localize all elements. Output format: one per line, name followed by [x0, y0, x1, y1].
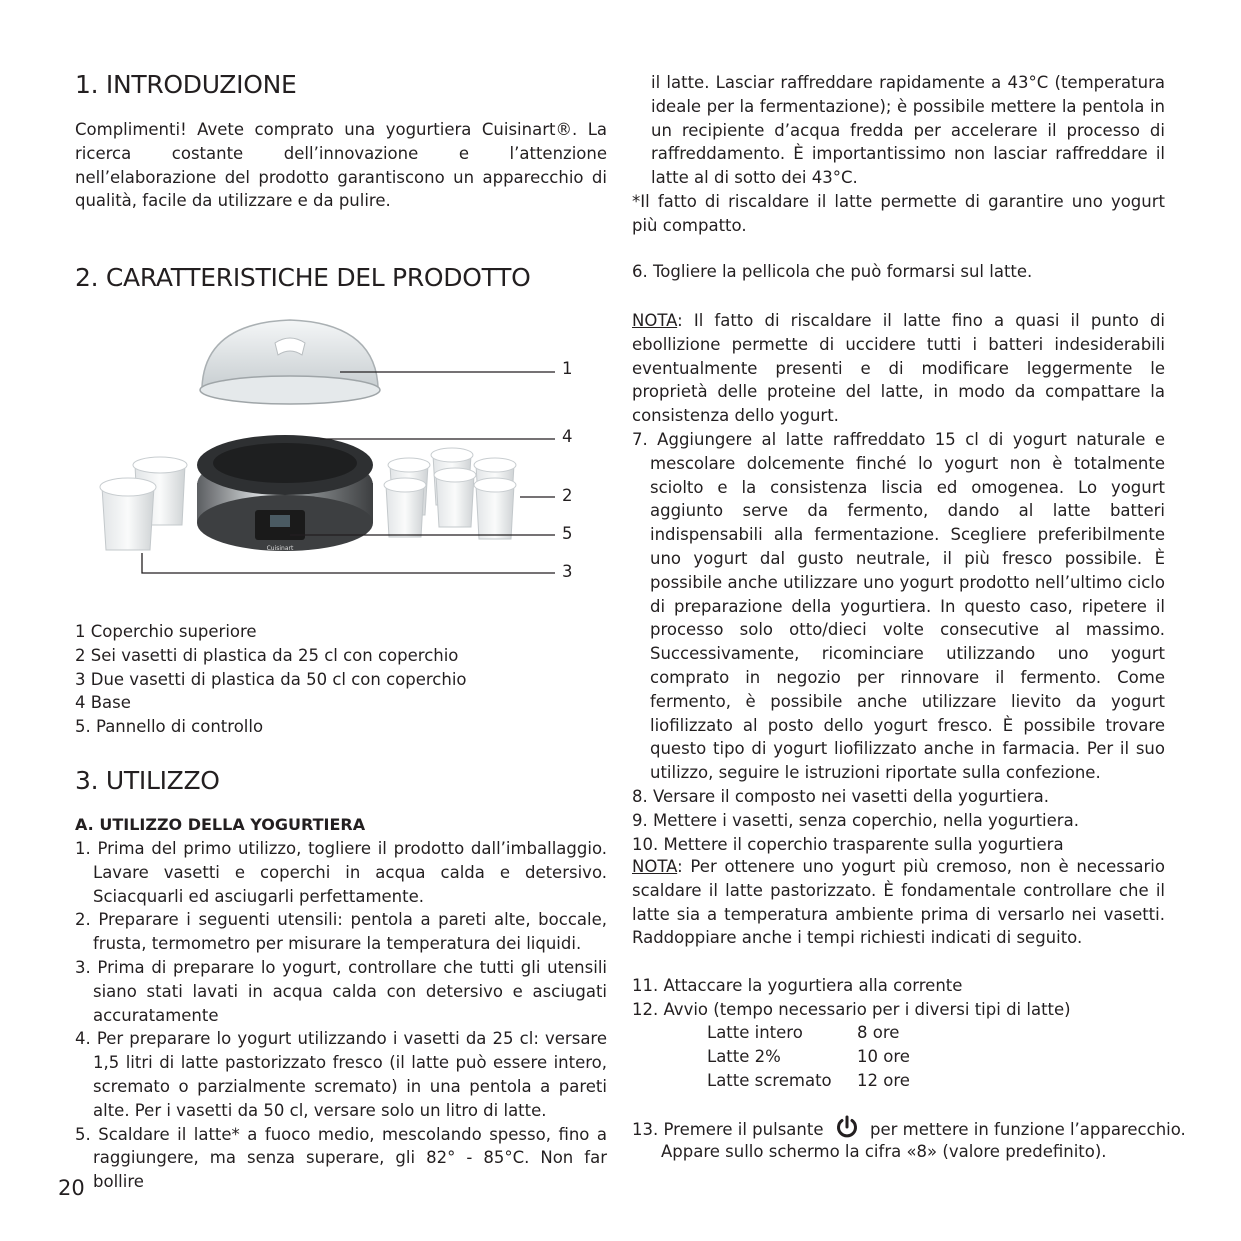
steps-list-right: [632, 428, 1165, 856]
usage-heading: 3. UTILIZZO: [75, 766, 220, 795]
intro-text: Complimenti! Avete comprato una yogurtiera Cuisinart®. La ricerca costante dell’innovazione e l’attenzione nell’elaborazione del prodotto garantiscono un apparecchio di qualità, facile da utilizzare e da pulire.: [75, 120, 607, 211]
callout-3: 3: [562, 562, 573, 581]
milk-row: [707, 1021, 910, 1045]
milk-type: Latte 2%: [707, 1046, 781, 1066]
usage-subheading: A. UTILIZZO DELLA YOGURTIERA: [75, 815, 366, 834]
features-heading: 2. CARATTERISTICHE DEL PRODOTTO: [75, 263, 531, 292]
steps-list-left: [75, 837, 607, 1194]
step-item: 9. Mettere i vasetti, senza coperchio, nella yogurtiera.: [632, 810, 1079, 830]
note-2: [632, 855, 1165, 950]
step-12: 12. Avvio (tempo necessario per i diversi tipi di latte): [632, 1000, 1071, 1019]
step-11: 11. Attaccare la yogurtiera alla corrente: [632, 976, 963, 995]
step-13-text-b: per mettere in funzione l’apparecchio.: [869, 1119, 1186, 1139]
note-1: [632, 309, 1165, 428]
milk-time: 12 ore: [857, 1070, 910, 1090]
large-jars-illustration: [100, 457, 187, 550]
milk-times-table: [707, 1021, 910, 1092]
milk-row: [707, 1069, 910, 1093]
step-item: 10. Mettere il coperchio trasparente sulla yogurtiera: [632, 834, 1064, 854]
callout-2: 2: [562, 486, 573, 505]
callout-1: 1: [562, 359, 573, 378]
milk-type: Latte intero: [707, 1023, 803, 1042]
note-2-text: : Per ottenere uno yogurt più cremoso, non è necessario scaldare il latte pastorizzato. È fondamentale controllare che il latte sia a temperatura ambiente prima di versarlo nei vasetti. Raddoppiare anche i tempi richiesti indicati di seguito.: [632, 857, 1165, 948]
step-item: 4. Per preparare lo yogurt utilizzando i vasetti da 25 cl: versare 1,5 litri di latte pastorizzato fresco (il latte può essere intero, scremato o parzialmente scremato) in una pentola a pareti alte. Per i vasetti da 50 cl, versare solo un litro di latte.: [75, 1029, 607, 1120]
callout-4: 4: [562, 427, 573, 446]
step-13-continuation: Appare sullo schermo la cifra «8» (valore predefinito).: [661, 1142, 1107, 1161]
milk-row: [707, 1045, 910, 1069]
step-item: 7. Aggiungere al latte raffreddato 15 cl di yogurt naturale e mescolare dolcemente finché lo yogurt non è totalmente sciolto e la consistenza liscia ed omogenea. Lo yogurt aggiunto serve da fermento, dando al latte batteri indispensabili alla fermentazione. Scegliere preferibilmente uno yogurt dal gusto neutrale, il più fresco possibile. È possibile anche utilizzare uno yogurt prodotto nell’ultimo ciclo di preparazione della yogurtiera. In questo caso, ripetere il processo solo otto/dieci volte consecutive al massimo. Successivamente, ricominciare utilizzando uno yogurt comprato in negozio per rinnovare il fermento. Come fermento, è possibile anche utilizzare lievito da yogurt liofilizzato al posto dello yogurt fresco. È possibile trovare questo tipo di yogurt liofilizzato anche in farmacia. Per il suo utilizzo, seguire le istruzioni riportate sulla confezione.: [632, 430, 1165, 783]
callout-5: 5: [562, 524, 573, 543]
page-number: 20: [58, 1176, 85, 1200]
step-item: 5. Scaldare il latte* a fuoco medio, mescolando spesso, fino a raggiungere, ma senza superare, gli 82° - 85°C. Non far bollire: [75, 1124, 607, 1192]
parts-list: [75, 620, 607, 739]
step5-continuation: il latte. Lasciar raffreddare rapidamente a 43°C (temperatura ideale per la fermentazione); è possibile mettere la pentola in un recipiente d’acqua fredda per accelerare il processo di raffreddamento. È importantissimo non lasciar raffreddare il latte al di sotto dei 43°C.: [651, 73, 1165, 188]
step-13-text-a: 13. Premere il pulsante: [632, 1119, 824, 1139]
product-illustration: [90, 315, 600, 590]
step-item: 8. Versare il composto nei vasetti della yogurtiera.: [632, 786, 1049, 806]
intro-heading: 1. INTRODUZIONE: [75, 70, 297, 99]
small-jars-illustration: [384, 448, 516, 539]
part-item: 4 Base: [75, 693, 131, 713]
milk-type: Latte scremato: [707, 1070, 832, 1090]
step-item: 2. Preparare i seguenti utensili: pentola a pareti alte, boccale, frusta, termometro per misurare la temperatura dei liquidi.: [75, 910, 607, 954]
step-item: 3. Prima di preparare lo yogurt, controllare che tutti gli utensili siano stati lavati in acqua calda con detersivo e asciugati accuratamente: [75, 957, 607, 1025]
part-item: 1 Coperchio superiore: [75, 622, 257, 641]
part-item: 3 Due vasetti di plastica da 50 cl con coperchio: [75, 669, 467, 689]
note-label: NOTA: [632, 311, 678, 330]
svg-text:Cuisinart: Cuisinart: [266, 545, 294, 552]
note-1-text: : Il fatto di riscaldare il latte fino a quasi il punto di ebollizione permette di uccidere tutti i batteri indesiderabili eventualmente presenti e di modificare leggermente le proprietà delle proteine del latte, in modo da compattare la consistenza dello yogurt.: [632, 311, 1165, 426]
note-label: NOTA: [632, 857, 678, 876]
lid-illustration: [200, 320, 380, 404]
step-item: 1. Prima del primo utilizzo, togliere il prodotto dall’imballaggio. Lavare vasetti e coperchi in acqua calda e detersivo. Sciacquarli ed asciugarli perfettamente.: [75, 839, 607, 906]
step-6: 6. Togliere la pellicola che può formarsi sul latte.: [632, 262, 1033, 281]
part-item: 5. Pannello di controllo: [75, 717, 264, 737]
part-item: 2 Sei vasetti di plastica da 25 cl con coperchio: [75, 645, 459, 665]
milk-time: 8 ore: [857, 1023, 900, 1042]
milk-time: 10 ore: [857, 1046, 910, 1066]
footnote: *Il fatto di riscaldare il latte permette di garantire uno yogurt più compatto.: [632, 192, 1165, 235]
